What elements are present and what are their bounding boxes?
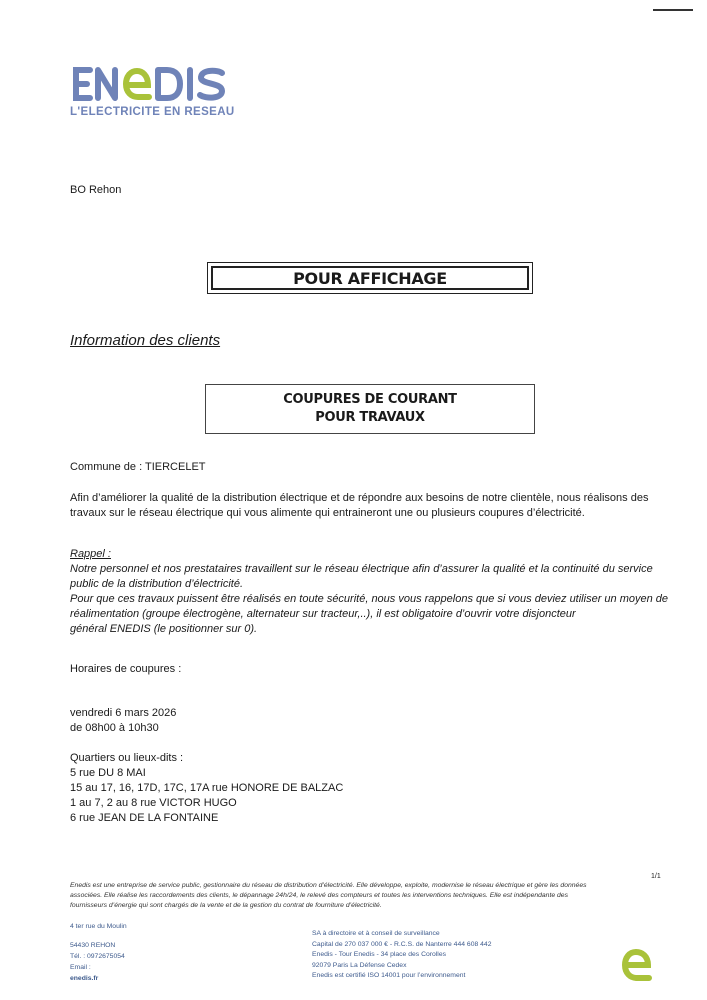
list-item: 1 au 7, 2 au 8 rue VICTOR HUGO — [70, 797, 237, 809]
info-title: Information des clients — [70, 332, 221, 349]
enedis-logo-mark — [70, 64, 230, 104]
notice-line-2: POUR TRAVAUX — [315, 410, 425, 425]
enedis-e-icon-mark — [620, 947, 654, 983]
enedis-logo — [70, 64, 230, 104]
affichage-banner-label: POUR AFFICHAGE — [211, 266, 529, 290]
address-web-link[interactable]: enedis.fr — [70, 975, 99, 982]
commune: Commune de : TIERCELET — [70, 461, 206, 473]
rappel-paragraph — [70, 547, 670, 637]
schedule — [70, 706, 176, 736]
company-line-3: Enedis - Tour Enedis - 34 place des Corolles — [312, 951, 446, 958]
logo-tagline: L'ELECTRICITE EN RESEAU — [70, 106, 235, 118]
company-line-1: SA à directoire et à conseil de surveillance — [312, 930, 440, 937]
list-item: 5 rue DU 8 MAI — [70, 767, 146, 779]
sender: BO Rehon — [70, 184, 122, 196]
quartiers-label: Quartiers ou lieux-dits : — [70, 752, 184, 764]
list-item: 15 au 17, 16, 17D, 17C, 17A rue HONORE DE BALZAC — [70, 782, 344, 794]
rappel-line-2: public de la distribution d’électricité. — [70, 578, 244, 590]
company-line-4: 92079 Paris La Défense Cedex — [312, 961, 407, 969]
notice-line-1: COUPURES DE COURANT — [283, 392, 457, 407]
affichage-banner — [207, 262, 533, 294]
page-number: 1/1 — [651, 873, 661, 880]
footer-address — [70, 921, 127, 984]
rappel-line-1: Notre personnel et nos prestataires travaillent sur le réseau électrique afin d’assurer la qualité et la continuité du service — [70, 563, 653, 575]
notice-box — [205, 384, 535, 434]
footer-legal-line-1: Enedis est une entreprise de service public, gestionnaire du réseau de distribution d’électricité. Elle développe, exploite, modernise le réseau électrique et gère les données — [70, 882, 587, 889]
footer-legal-line-2: associées. Elle réalise les raccordements des clients, le dépannage 24h/24, le relevé des compteurs et toutes les interventions techniques. Elle est indépendante des — [70, 892, 568, 899]
address-email: Email : — [70, 964, 91, 971]
address-city: 54430 REHON — [70, 942, 116, 949]
address-tel: Tél. : 0972675054 — [70, 953, 125, 960]
schedule-date: vendredi 6 mars 2026 — [70, 707, 177, 719]
quartiers-list — [70, 751, 343, 826]
rappel-line-3: Pour que ces travaux puissent être réalisés en toute sécurité, nous vous rappelons que si vous deviez utiliser un moyen de — [70, 593, 669, 605]
rappel-label: Rappel : — [70, 548, 111, 560]
company-line-2: Capital de 270 037 000 € - R.C.S. de Nanterre 444 608 442 — [312, 940, 492, 948]
company-line-5: Enedis est certifié ISO 14001 pour l’environnement — [312, 972, 466, 979]
rappel-line-5: général ENEDIS (le positionner sur 0). — [70, 623, 258, 635]
footer-company — [312, 929, 491, 982]
footer-legal-line-3: fournisseurs d’énergie qui sont chargés de la vente et de la gestion du contrat de fourniture d’électricité. — [70, 902, 382, 909]
rappel-line-4: réalimentation (groupe électrogène, alternateur sur tracteur,..), il est obligatoire d’ouvrir votre disjoncteur — [70, 608, 576, 620]
list-item: 6 rue JEAN DE LA FONTAINE — [70, 812, 219, 824]
intro-line-2: travaux sur le réseau électrique qui vous alimente qui entraineront une ou plusieurs coupures d’électricité. — [70, 507, 585, 519]
footer-legal — [70, 881, 655, 911]
schedule-time: de 08h00 à 10h30 — [70, 722, 159, 734]
enedis-e-icon — [620, 947, 654, 988]
intro-paragraph — [70, 491, 670, 521]
address-street: 4 ter rue du Moulin — [70, 923, 127, 930]
top-rule — [653, 9, 693, 11]
horaires-label: Horaires de coupures : — [70, 663, 182, 675]
intro-line-1: Afin d’améliorer la qualité de la distribution électrique et de répondre aux besoins de notre clientèle, nous réalisons des — [70, 492, 649, 504]
